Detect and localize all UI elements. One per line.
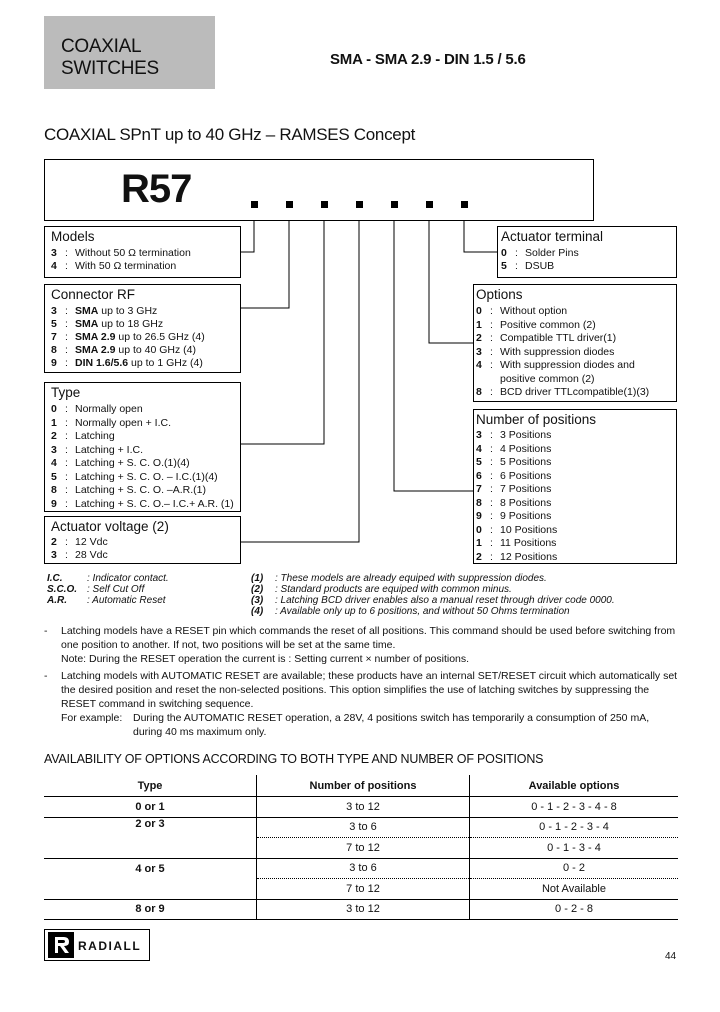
section-title-line2: SWITCHES — [61, 58, 159, 79]
column-header: Number of positions — [257, 775, 470, 797]
list-item: 4 : Latching + S. C. O.(1)(4) — [51, 457, 190, 469]
cell-options: 0 - 2 — [470, 858, 679, 879]
list-item: 3 : 3 Positions — [476, 429, 552, 441]
list-item: positive common (2) — [500, 372, 595, 385]
cell-type — [44, 838, 257, 859]
positions-box — [473, 409, 677, 564]
abbreviation: S.C.O. : Self Cut Off — [47, 584, 145, 595]
paragraph-line: Note: During the RESET operation the current is : Setting current × number of positions. — [61, 653, 470, 665]
list-item: 1 : Normally open + I.C. — [51, 416, 171, 429]
radiall-logo — [44, 929, 150, 961]
models-heading: Models — [51, 229, 95, 244]
page-number: 44 — [665, 951, 677, 962]
list-item: 3 : Without 50 Ω termination — [51, 247, 191, 259]
abbreviation: A.R. : Automatic Reset — [47, 595, 166, 606]
cell-type: 0 or 1 — [135, 800, 165, 813]
list-item: 2 : Compatible TTL driver(1) — [476, 332, 617, 344]
cell-options: 0 - 1 - 2 - 3 - 4 — [470, 817, 679, 838]
cell-positions: 7 to 12 — [257, 879, 470, 900]
list-item: 4 : 4 Positions — [476, 442, 552, 455]
list-item: 9 : DIN 1.6/5.6 up to 1 GHz (4) — [51, 357, 203, 369]
line-type — [241, 221, 324, 444]
cell-positions: 3 to 6 — [257, 817, 470, 838]
paragraph-line: one position to another. If not, two positions will be set at the same time. — [61, 639, 396, 651]
list-item: 5 : SMA up to 18 GHz — [51, 318, 164, 330]
list-item: 8 : 8 Positions — [476, 496, 552, 509]
paragraph-line: For example: — [61, 712, 123, 724]
line-terminal — [464, 221, 497, 252]
terminal-heading: Actuator terminal — [501, 229, 604, 244]
table-row — [44, 817, 678, 838]
table-header-row — [44, 775, 678, 797]
cell-positions: 7 to 12 — [257, 838, 470, 859]
type-box — [44, 382, 241, 512]
list-item: 3 : SMA up to 3 GHz — [51, 305, 158, 317]
abbreviation: I.C. : Indicator contact. — [47, 573, 169, 584]
list-item: 9 : Latching + S. C. O.– I.C.+ A.R. (1) — [51, 497, 234, 510]
voltage-box — [44, 516, 241, 564]
table-row — [44, 899, 678, 920]
radiall-emblem-icon — [48, 932, 74, 958]
list-item: 0 : Without option — [476, 305, 568, 317]
list-item: 8 : BCD driver TTLcompatible(1)(3) — [476, 386, 650, 398]
cell-options: Not Available — [470, 879, 679, 900]
column-header: Available options — [470, 775, 679, 797]
cell-type: 8 or 9 — [135, 903, 165, 916]
line-options — [429, 221, 473, 343]
list-item: 2 : 12 Vdc — [51, 536, 108, 548]
options-box — [473, 284, 677, 402]
brand-name: RADIALL — [78, 939, 142, 953]
list-item: 5 : Latching + S. C. O. – I.C.(1)(4) — [51, 470, 218, 483]
paragraph-line: Latching models have a RESET pin which commands the reset of all positions. This command should be used before switching from — [61, 625, 676, 637]
positions-heading: Number of positions — [476, 412, 597, 427]
list-item: 0 : Normally open — [51, 403, 143, 415]
list-item: 8 : Latching + S. C. O. –A.R.(1) — [51, 484, 207, 496]
list-item: 4 : With 50 Ω termination — [51, 260, 177, 272]
options-heading: Options — [476, 287, 523, 302]
part-prefix: R57 — [121, 167, 192, 211]
column-header: Type — [44, 775, 257, 797]
cell-type: 4 or 5 — [135, 862, 165, 875]
cell-type — [44, 879, 257, 900]
list-item: 5 : DSUB — [501, 260, 555, 272]
list-item: 4 : With suppression diodes and — [476, 359, 635, 371]
models-box — [44, 226, 241, 278]
availability-table — [44, 775, 678, 920]
list-item: 9 : 9 Positions — [476, 510, 552, 522]
footnote: (4) : Available only up to 6 positions, and without 50 Ohms termination — [251, 606, 570, 617]
list-item: 0 : Solder Pins — [501, 247, 579, 259]
list-item: 1 : Positive common (2) — [476, 318, 596, 331]
list-item: 2 : 12 Positions — [476, 550, 558, 563]
list-item: 7 : SMA 2.9 up to 26.5 GHz (4) — [51, 331, 205, 343]
list-item: 8 : SMA 2.9 up to 40 GHz (4) — [51, 344, 197, 356]
cell-options: 0 - 1 - 3 - 4 — [470, 838, 679, 859]
paragraph-line: during 40 ms maximum only. — [133, 726, 267, 738]
line-voltage — [241, 221, 359, 542]
list-item: 3 : With suppression diodes — [476, 345, 615, 358]
list-item: 3 : 28 Vdc — [51, 549, 108, 561]
voltage-heading: Actuator voltage (2) — [51, 519, 169, 534]
list-item: 5 : 5 Positions — [476, 456, 552, 468]
cell-options: 0 - 1 - 2 - 3 - 4 - 8 — [470, 797, 679, 818]
table-row — [44, 797, 678, 818]
type-heading: Type — [51, 385, 81, 400]
list-item: 2 : Latching — [51, 430, 115, 442]
table-row — [44, 879, 678, 900]
connector-box — [44, 284, 241, 373]
cell-positions: 3 to 12 — [257, 899, 470, 920]
table-row — [44, 838, 678, 859]
paragraph-line: During the AUTOMATIC RESET operation, a 28V, 4 positions switch has temporarily a consumption of 250 mA, — [133, 712, 650, 724]
cell-type: 2 or 3 — [135, 817, 165, 830]
footnote: (2) : Standard products are equiped with common minus. — [251, 584, 512, 595]
terminal-box — [497, 226, 677, 278]
line-positions — [394, 221, 473, 491]
line-models — [241, 221, 254, 252]
bullet-dash: - — [44, 670, 48, 682]
list-item: 3 : Latching + I.C. — [51, 443, 143, 456]
paragraph-line: the desired position and reset the non-selected positions. This option simplifies the use of latching switches by suppressing the — [61, 684, 650, 696]
line-connector — [241, 221, 289, 308]
section-title-line1: COAXIAL — [61, 36, 142, 57]
list-item: 1 : 11 Positions — [476, 537, 557, 549]
availability-title: AVAILABILITY OF OPTIONS ACCORDING TO BOTH TYPE AND NUMBER OF POSITIONS — [44, 752, 544, 766]
list-item: 0 : 10 Positions — [476, 523, 558, 536]
connector-series: SMA - SMA 2.9 - DIN 1.5 / 5.6 — [330, 51, 526, 68]
connector-heading: Connector RF — [51, 287, 136, 302]
cell-positions: 3 to 12 — [257, 797, 470, 818]
list-item: 6 : 6 Positions — [476, 469, 552, 482]
bullet-dash: - — [44, 625, 48, 637]
list-item: 7 : 7 Positions — [476, 483, 552, 495]
footnote: (3) : Latching BCD driver enables also a manual reset through driver code 0000. — [251, 595, 615, 606]
table-row — [44, 858, 678, 879]
paragraph-line: RESET command in switching sequence. — [61, 698, 254, 710]
page-subtitle: COAXIAL SPnT up to 40 GHz – RAMSES Concept — [44, 125, 416, 144]
cell-options: 0 - 2 - 8 — [470, 899, 679, 920]
cell-positions: 3 to 6 — [257, 858, 470, 879]
footnote: (1) : These models are already equiped with suppression diodes. — [251, 573, 547, 584]
paragraph-line: Latching models with AUTOMATIC RESET are available; these products have an internal SET/RESET circuit which automatically set — [61, 670, 678, 682]
